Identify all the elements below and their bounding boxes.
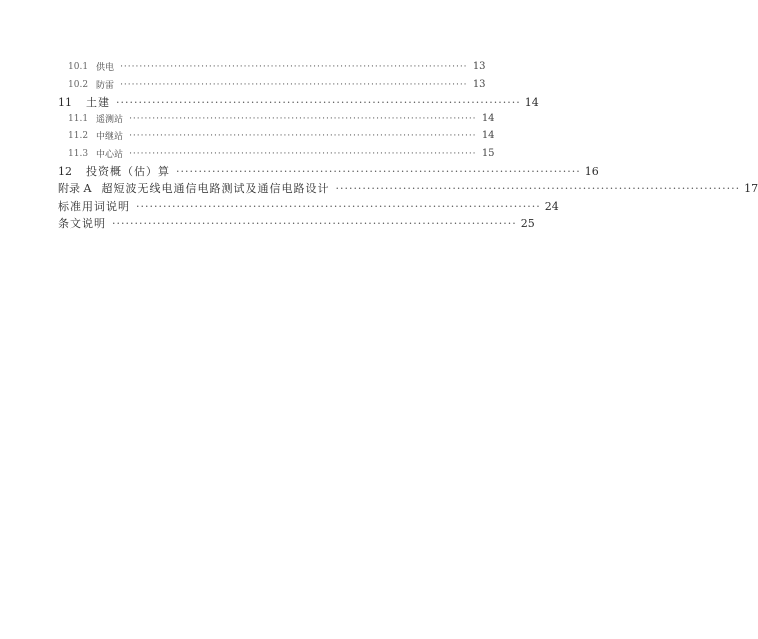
- toc-entry-number: 附录 A: [58, 182, 92, 195]
- toc-entry-notes[interactable]: [58, 215, 535, 231]
- toc-entry-title: 防雷: [96, 81, 115, 91]
- toc-entry-12[interactable]: [58, 163, 599, 179]
- toc-entry-11-2[interactable]: [68, 129, 495, 142]
- dot-leader: ··························································································: [129, 113, 477, 124]
- toc-entry-terms[interactable]: [58, 198, 559, 214]
- toc-entry-page: 14: [481, 113, 495, 124]
- dot-leader: ··························································································: [176, 164, 581, 178]
- toc-entry-page: 14: [524, 95, 539, 109]
- dot-leader: ··························································································: [112, 216, 517, 230]
- toc-entry-10-1[interactable]: [68, 60, 486, 73]
- dot-leader: ··························································································: [129, 148, 477, 159]
- toc-entry-title: 投资概（估）算: [86, 165, 170, 178]
- toc-entry-appendix-a[interactable]: [58, 180, 758, 196]
- toc-entry-title: 标准用词说明: [58, 200, 130, 213]
- toc-entry-number: 12: [58, 164, 72, 178]
- toc-entry-number: 11: [58, 95, 72, 109]
- dot-leader: ··························································································: [120, 79, 468, 90]
- toc-entry-page: 13: [472, 61, 486, 72]
- dot-leader: ··························································································: [116, 95, 521, 109]
- toc-entry-page: 16: [584, 164, 599, 178]
- toc-entry-number: 10.1: [68, 61, 89, 72]
- toc-entry-number: 11.3: [68, 148, 89, 159]
- toc-entry-title: 中继站: [96, 132, 124, 142]
- toc-entry-title: 供电: [96, 63, 115, 73]
- dot-leader: ··························································································: [129, 130, 477, 141]
- toc-entry-number: 10.2: [68, 79, 89, 90]
- toc-entry-11-3[interactable]: [68, 147, 495, 160]
- toc-entry-page: 13: [472, 79, 486, 90]
- toc-entry-number: 11.1: [68, 113, 89, 124]
- toc-entry-title: 超短波无线电通信电路测试及通信电路设计: [101, 182, 330, 195]
- toc-entry-number: 11.2: [68, 130, 89, 141]
- toc-entry-page: 24: [544, 199, 559, 213]
- toc-entry-11-1[interactable]: [68, 112, 495, 125]
- toc-entry-page: 14: [481, 130, 495, 141]
- toc-entry-title: 遥测站: [96, 115, 124, 125]
- toc-entry-title: 中心站: [96, 150, 124, 160]
- dot-leader: ··························································································: [120, 61, 468, 72]
- dot-leader: ··························································································: [335, 181, 741, 195]
- dot-leader: ··························································································: [136, 199, 541, 213]
- toc-entry-page: 15: [481, 148, 495, 159]
- toc-entry-page: 17: [744, 181, 758, 195]
- toc-entry-page: 25: [520, 216, 535, 230]
- toc-entry-title: 土建: [86, 96, 110, 109]
- toc-entry-title: 条文说明: [58, 217, 106, 230]
- toc-entry-10-2[interactable]: [68, 78, 486, 91]
- toc-entry-11[interactable]: [58, 94, 539, 110]
